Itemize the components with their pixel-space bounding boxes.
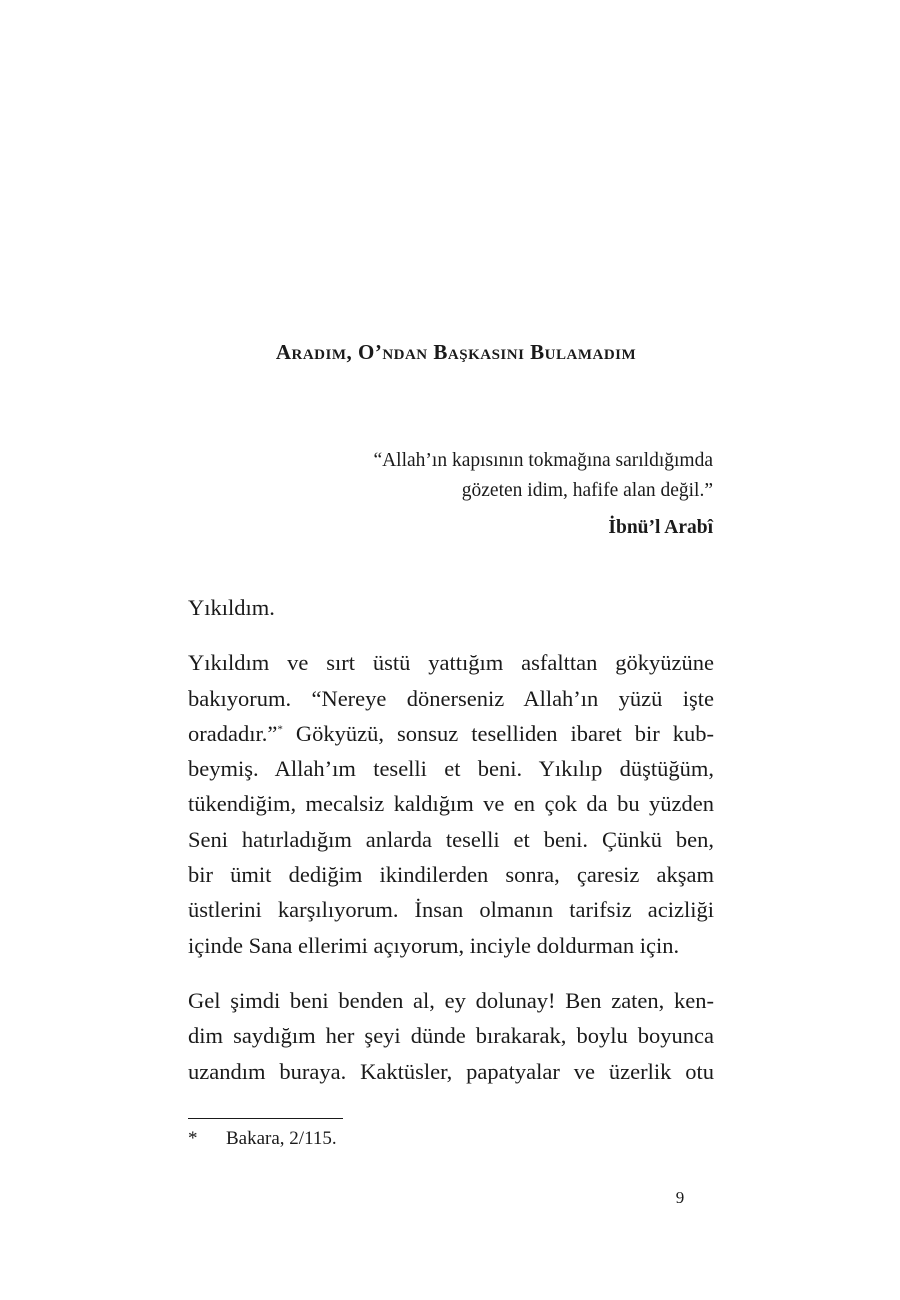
epigraph-author: İbnü’l Arabî xyxy=(608,517,713,538)
footnote-reference[interactable]: * xyxy=(277,723,283,736)
text-line: tükendiğim, mecalsiz kaldığım ve en çok da bu yüzden xyxy=(188,791,714,817)
text-line: dim saydığım her şeyi dünde bırakarak, boylu boyunca xyxy=(188,1023,714,1049)
chapter-title: Aradım, O’ndan Başkasını Bulamadım xyxy=(275,340,637,364)
epigraph-line: “Allah’ın kapısının tokmağına sarıldığımda xyxy=(373,450,713,471)
text-line: Yıkıldım. xyxy=(188,595,275,620)
body-text xyxy=(188,590,714,1109)
text-segment: Gökyüzü, sonsuz teselliden ibaret bir kub- xyxy=(282,720,714,746)
text-segment: oradadır.” xyxy=(188,720,278,746)
footnote xyxy=(188,1126,337,1152)
text-line xyxy=(188,716,714,751)
text-line: bir ümit dediğim ikindilerden sonra, çaresiz akşam xyxy=(188,862,714,888)
paragraph xyxy=(188,590,714,625)
paragraph xyxy=(188,645,714,963)
text-line: üstlerini karşılıyorum. İnsan olmanın tarifsiz acizliği xyxy=(188,897,714,923)
text-line: uzandım buraya. Kaktüsler, papatyalar ve üzerlik otu xyxy=(188,1058,714,1084)
page-number: 9 xyxy=(675,1188,685,1207)
epigraph xyxy=(253,446,713,543)
text-line: Gel şimdi beni benden al, ey dolunay! Ben zaten, ken- xyxy=(188,987,714,1013)
text-line: Yıkıldım ve sırt üstü yattığım asfalttan gökyüzüne xyxy=(188,650,714,676)
paragraph xyxy=(188,983,714,1089)
epigraph-line: gözeten idim, hafife alan değil.” xyxy=(461,480,713,501)
text-line: içinde Sana ellerimi açıyorum, inciyle doldurman için. xyxy=(188,932,680,958)
text-line: beymiş. Allah’ım teselli et beni. Yıkılıp düştüğüm, xyxy=(188,756,714,782)
footnote-divider xyxy=(188,1118,343,1119)
text-line: bakıyorum. “Nereye dönerseniz Allah’ın yüzü işte xyxy=(188,685,714,711)
footnote-text: Bakara, 2/115. xyxy=(226,1128,337,1149)
text-line: Seni hatırladığım anlarda teselli et beni. Çünkü ben, xyxy=(188,826,714,852)
footnote-mark: * xyxy=(188,1128,198,1149)
